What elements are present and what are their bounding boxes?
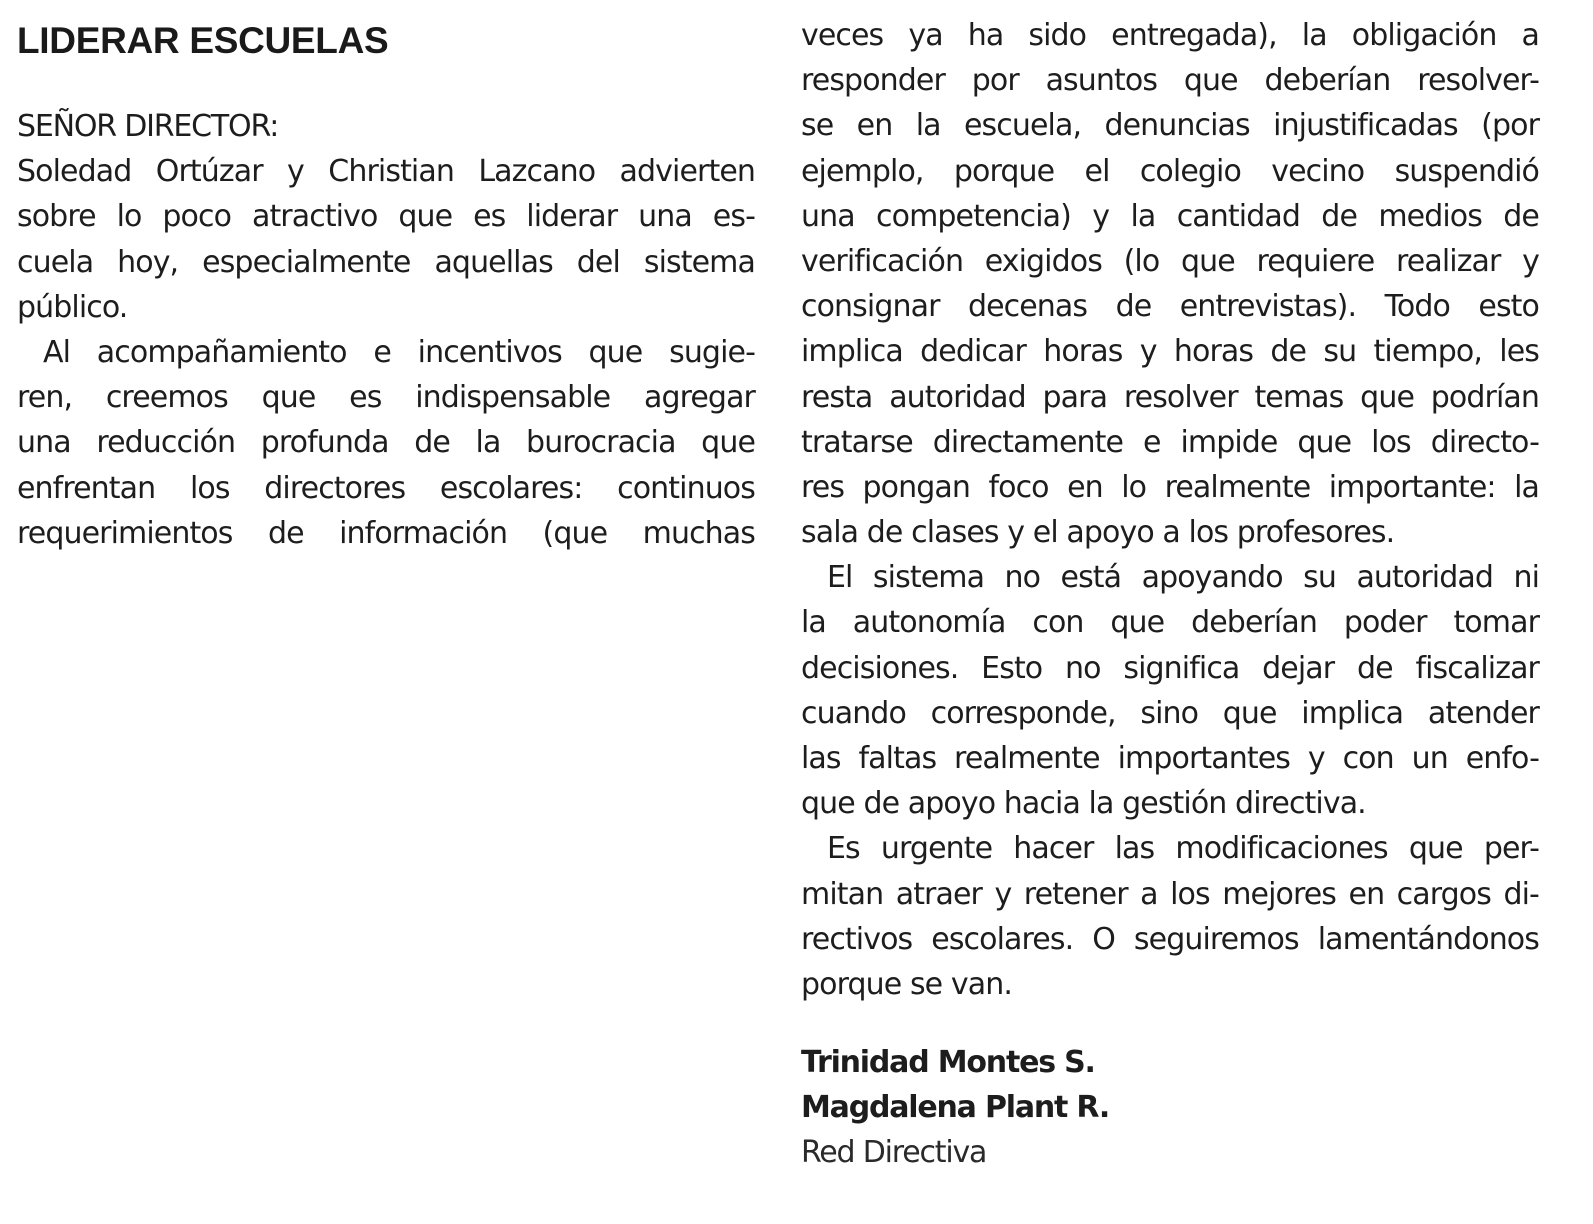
text-line: tratarse directamente e impide que los directo- bbox=[801, 424, 1539, 460]
text-line: se en la escuela, denuncias injustificadas (por bbox=[801, 108, 1539, 144]
text-line: Al acompañamiento e incentivos que sugie- bbox=[43, 334, 755, 370]
author-name: Trinidad Montes S. bbox=[801, 1045, 1095, 1080]
paragraph-1 bbox=[17, 149, 755, 330]
text-line: responder por asuntos que deberían resolver- bbox=[801, 63, 1539, 99]
text-line: requerimientos de información (que muchas bbox=[17, 515, 755, 551]
text-line: ejemplo, porque el colegio vecino suspendió bbox=[801, 153, 1539, 189]
text-line: El sistema no está apoyando su autoridad ni bbox=[827, 560, 1539, 596]
text-line: implica dedicar horas y horas de su tiempo, les bbox=[801, 334, 1539, 370]
text-line: las faltas realmente importantes y con un enfo- bbox=[801, 741, 1539, 776]
text-line: sala de clases y el apoyo a los profesores. bbox=[801, 515, 1395, 551]
paragraph-4 bbox=[801, 826, 1539, 1007]
text-line: Soledad Ortúzar y Christian Lazcano advierten bbox=[17, 154, 755, 190]
text-line: mitan atraer y retener a los mejores en cargos di- bbox=[801, 876, 1539, 912]
text-line: resta autoridad para resolver temas que podrían bbox=[801, 379, 1539, 415]
right-column bbox=[801, 13, 1539, 1007]
paragraph-3 bbox=[801, 555, 1539, 826]
text-line: decisiones. Esto no significa dejar de fiscalizar bbox=[801, 650, 1539, 686]
author-organization: Red Directiva bbox=[801, 1135, 987, 1171]
text-line: res pongan foco en lo realmente importante: la bbox=[801, 469, 1539, 505]
text-line: consignar decenas de entrevistas). Todo esto bbox=[801, 289, 1539, 325]
text-line: Es urgente hacer las modificaciones que per- bbox=[827, 831, 1539, 867]
salutation: SEÑOR DIRECTOR: bbox=[17, 109, 279, 144]
text-line: una reducción profunda de la burocracia que bbox=[17, 425, 755, 461]
text-line: una competencia) y la cantidad de medios de bbox=[801, 198, 1539, 234]
text-line: cuela hoy, especialmente aquellas del sistema bbox=[17, 244, 755, 280]
text-line: cuando corresponde, sino que implica atender bbox=[801, 695, 1539, 731]
text-line: público. bbox=[17, 289, 128, 325]
paragraph-2 bbox=[17, 330, 755, 556]
text-line: verificación exigidos (lo que requiere realizar y bbox=[801, 243, 1539, 279]
text-line: la autonomía con que deberían poder tomar bbox=[801, 605, 1539, 641]
text-line: que de apoyo hacia la gestión directiva. bbox=[801, 786, 1366, 822]
headline: LIDERAR ESCUELAS bbox=[17, 20, 389, 61]
paragraph-2-continued bbox=[801, 13, 1539, 555]
text-line: ren, creemos que es indispensable agregar bbox=[17, 380, 755, 416]
signature-block bbox=[801, 1040, 1109, 1176]
text-line: sobre lo poco atractivo que es liderar una es- bbox=[17, 199, 755, 235]
text-line: rectivos escolares. O seguiremos lamentándonos bbox=[801, 921, 1539, 957]
text-line: veces ya ha sido entregada), la obligación a bbox=[801, 18, 1539, 53]
left-column bbox=[17, 104, 755, 556]
text-line: porque se van. bbox=[801, 966, 1012, 1002]
author-name: Magdalena Plant R. bbox=[801, 1090, 1110, 1126]
text-line: enfrentan los directores escolares: continuos bbox=[17, 470, 755, 506]
